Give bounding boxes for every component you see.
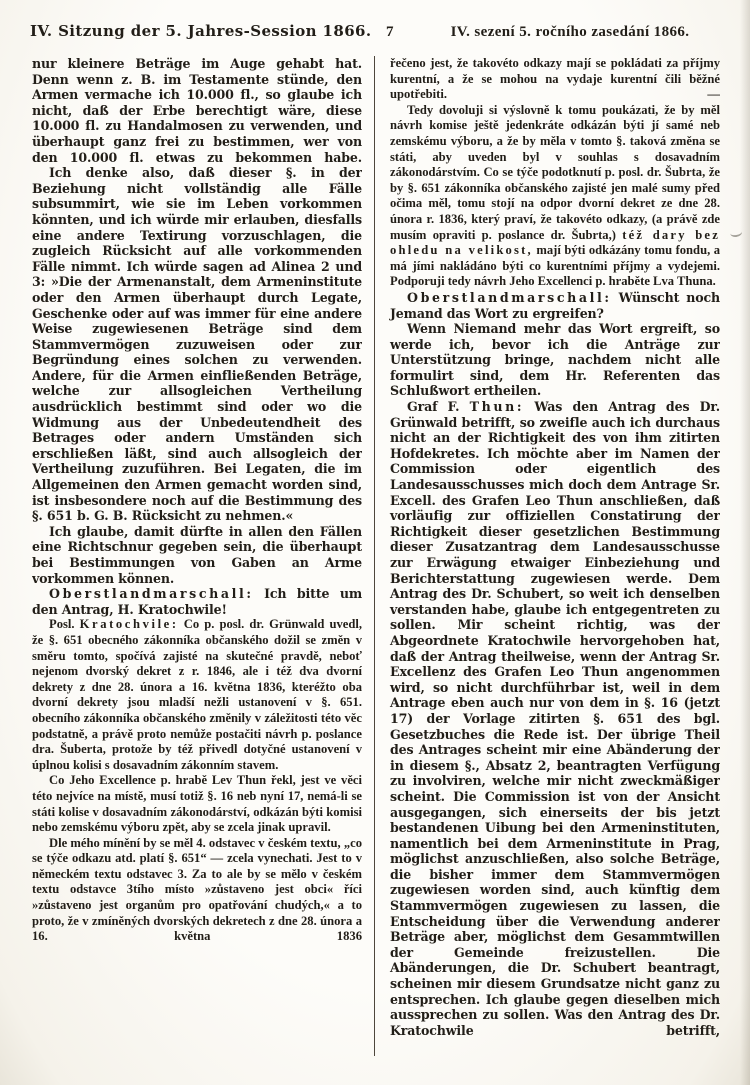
- speaker-name: Oberstlandmarschall:: [49, 586, 254, 602]
- left-column: [32, 56, 362, 1056]
- paragraph-czech-continued: řečeno jest, že takovéto odkazy mají se pokládati za příjmy kurentní, a že se mohou na vydaje kurentní čili běžné upotřebiti. —: [390, 56, 720, 102]
- speech-text: Ich bitte um den Antrag, H. Kratochwile!: [32, 586, 362, 617]
- paragraph-speech-oberstlandmarschall: [32, 586, 362, 617]
- paragraph-german: Ich denke also, daß dieser §. in der Beziehung nicht vollständig alle Fälle subsummirt, wie sie im Leben vorkommen könnten, und ich würde mir erlauben, diesfalls eine andere Textirung vorzuschlagen, die zugleich Rücksicht auf alle vorkommenden Fälle nimmt. Ich würde sagen ad Alinea 2 und 3: »Die der Armenanstalt, dem Armeninstitute oder den Armen überhaupt durch Legate, Geschenke oder auf was immer für eine andere Weise zugewiesenen Beträge sind dem Stammvermögen zuzuweisen oder zur Begründung eines solchen zu verwenden. Andere, für die Armen einfließenden Beträge, welche zur allsogleichen Vertheilung ausdrücklich bestimmt sind oder wo die Widmung aus der Unbedeutendheit des Betrages oder andern Umständen sich erschließen läßt, sind auch allsogleich der Vertheilung zuzuführen. Bei Legaten, die im Allgemeinen den Armen gemacht worden sind, ist insbesondere noch auf die Bestimmung des §. 651 b. G. B. Rücksicht zu nehmen.«: [32, 165, 362, 524]
- paragraph-speech-graf-thun: [390, 399, 720, 1038]
- speaker-name: Thun:: [469, 399, 525, 415]
- paragraph-german: Ich glaube, damit dürfte in allen den Fällen eine Richtschnur gegeben sein, die überhaupt bei Bestimmungen von Gaben an Arme vorkommen können.: [32, 523, 362, 586]
- header-session-german: IV. Sitzung der 5. Jahres-Session 1866.: [30, 22, 372, 40]
- running-header: [30, 22, 720, 41]
- paragraph-czech: Co Jeho Excellence p. hrabě Lev Thun řekl, jest ve věci této nejvíce na místě, musí totiž §. 16 neb nyní 17, nemá-li se státi kolise v dosavadním zákonodárství, odkázán býti komisi nebo zemskému výboru zpět, aby se zcela jinak upravil.: [32, 773, 362, 835]
- speech-text: Tedy dovoluji si výslovně k tomu poukázati, že by měl návrh komise ještě jedenkráte odkázán býti jí samé neb zemskému výboru, a že by měla v tomto §. taková změna se státi, aby uveden byl v souhlas s dosavadním zákonodárstvím. Co se týče podotknutí p. posl. dr. Šubrta, že by §. 651 zákonníka občanského zajisté jen malé sumy před očima měl, tomu stojí na odpor dvorní dekret ze dne 28. února r. 1836, který praví, že takovéto odkazy, (a právě zde musím opraviti p. poslance dr. Šubrta,): [390, 102, 720, 242]
- speaker-prefix: Posl.: [49, 617, 80, 632]
- speech-text: mají býti odkázány tomu fondu, a má jími nakládáno býti co kurentními příjmy a vydejemi. Podporuji tedy návrh Jeho Excellenci p. hraběte Lva Thuna.: [390, 243, 720, 289]
- paragraph-german: Wenn Niemand mehr das Wort ergreift, so werde ich, bevor ich die Anträge zur Unterstützung bringe, nachdem nicht alle formulirt sind, dem Hr. Referenten das Schlußwort ertheilen.: [390, 321, 720, 399]
- paragraph-czech: [390, 103, 720, 290]
- speech-text: Wünscht noch Jemand das Wort zu ergreifen?: [390, 289, 720, 321]
- speaker-name: Oberstlandmarschall:: [407, 289, 612, 305]
- speaker-prefix: Graf F.: [407, 399, 470, 415]
- paragraph-czech-runs-over: Dle mého mínění by se měl 4. odstavec v českém textu, „co se týče odkazu atd. platí §. 651“ — zcela vynechati. Jest to v německém textu odstavec 3. Za to ale by se mělo v českém textu odstavce 3tího místo »zůstaveno jest obci« říci »zůstaveno jest organům pro opatřování chudých,« a to proto, že v zmíněných dvorských dekretech z dne 28. února a 16. května 1836: [32, 835, 362, 944]
- emphasized-spaced-text: též dary bez ohledu na velikost,: [390, 227, 720, 258]
- two-column-text-block: [32, 56, 720, 1056]
- speaker-name: Kratochvile:: [79, 617, 179, 632]
- page-number: 7: [386, 24, 394, 40]
- scan-edge-shadow: [740, 0, 750, 1085]
- header-session-czech: IV. sezení 5. ročního zasedání 1866.: [450, 24, 690, 40]
- paragraph-german-continued: nur kleinere Beträge im Auge gehabt hat. Denn wenn z. B. im Testamente stünde, den Armen vermache ich 10.000 fl., so glaube ich nicht, daß der Erbe berechtigt wäre, diese 10.000 fl. zu Handalmosen zu verwenden, und überhaupt ganz frei zu bestimmen, wer von den 10.000 fl. etwas zu bekommen habe.: [32, 56, 362, 165]
- right-column: [374, 56, 720, 1056]
- speech-text: Co p. posl. dr. Grünwald uvedl, že §. 651 obecného zákonníka občanského dožil se změn v směru tomto, spočívá zajisté na skutečné pravdě, neboť nejenom dvorský dekret z r. 1846, ale i též dva dvorní dekrety z dne 28. února a 16. května 1836, kteréžto oba dvorní dekrety jsou mladší nežli ustanovení v §. 651. obecního zákonníka občanského změnily v záležitosti této věc podstatně, a právě proto nemůže postačiti návrh p. poslance dra. Šuberta, protože by též přivedl dotyčné ustanovení v úplnou kolisi s dosavadním zákonním stavem.: [32, 617, 362, 772]
- speech-text: Was den Antrag des Dr. Grünwald betrifft, so zweifle auch ich durchaus nicht an der Richtigkeit des von ihm zitirten Hofdekretes. Ich möchte aber im Namen der Commission oder eigentlich des Landesausschusses mich doch dem Antrage Sr. Excell. des Grafen Leo Thun anschließen, daß vorläufig zur offiziellen Constatirung der Richtigkeit dieser gesetzlichen Bestimmung dieser Zusatzantrag dem Landesausschusse zur Erwägung etwaiger Einbeziehung und Berichterstattung zugewiesen werde. Dem Antrag des Dr. Schubert, so weit ich denselben verstanden habe, glaube ich entgegentreten zu sollen. Mir scheint richtig, was der Abgeordnete Kratochwile hervorgehoben hat, daß der Antrag theilweise, wenn der Antrag Sr. Excellenz des Grafen Leo Thun angenommen wird, so nicht durchführbar ist, weil in dem Antrage eben auch nur von dem in §. 16 (jetzt 17) der Vorlage zitirten §. 651 des bgl. Gesetzbuches die Rede ist. Der übrige Theil des Antrages scheint mir eine Abänderung der in diesem §., Absatz 2, beantragten Verfügung zu involviren, welche mir nicht zweckmäßiger scheint. Die Commission ist von der Ansicht ausgegangen, sich einerseits der bis jetzt bestandenen Uibung bei den Armeninstituten, namentlich bei dem Armeninstitute in Prag, möglichst anzuschließen, also solche Beträge, die bisher immer dem Stammvermögen zugewiesen worden sind, auch künftig dem Stammvermögen zugewiesen zu lassen, die Entscheidung über die Verwendung anderer Beträge aber, möglichst dem Gesammtwillen der Gemeinde freizustellen. Die Abänderungen, die Dr. Schubert beantragt, scheinen mir diesem Grundsatze nicht ganz zu entsprechen. Ich glaube gegen dieselben mich aussprechen zu sollen. Was den Antrag des Dr. Kratochwile betrifft,: [390, 399, 720, 1038]
- paragraph-speech-oberstlandmarschall: [390, 290, 720, 321]
- paragraph-speech-kratochvile: [32, 617, 362, 773]
